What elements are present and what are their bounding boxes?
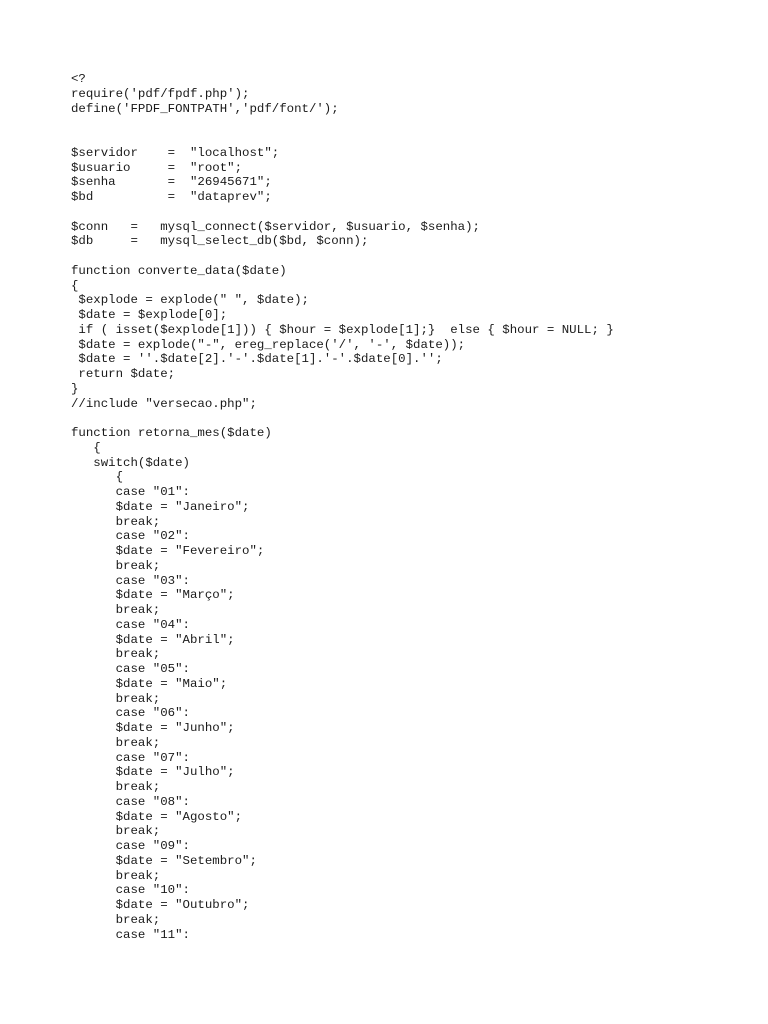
- code-line: break;: [71, 824, 161, 839]
- code-line: case "06":: [71, 706, 190, 721]
- code-line: {: [71, 440, 101, 455]
- code-line: define('FPDF_FONTPATH','pdf/font/');: [71, 101, 339, 116]
- code-line: $date = "Fevereiro";: [71, 544, 265, 558]
- code-line: $date = "Outubro";: [71, 898, 250, 912]
- code-line: $date = explode("-", ereg_replace('/', '-', $date));: [71, 337, 466, 352]
- code-line: case "07":: [71, 750, 190, 765]
- code-line: <?: [71, 72, 86, 86]
- code-line: [71, 116, 614, 131]
- code-line: $date = "Julho";: [71, 765, 235, 780]
- code-line: $date = "Janeiro";: [71, 499, 250, 514]
- code-line: $date = "Setembro";: [71, 853, 257, 868]
- code-line: case "05":: [71, 662, 190, 676]
- code-line: $senha = "26945671";: [71, 175, 272, 190]
- code-line: case "10":: [71, 883, 190, 898]
- code-line: case "09":: [71, 839, 190, 853]
- code-line: function converte_data($date): [71, 263, 287, 278]
- code-line: $bd = "dataprev";: [71, 190, 272, 204]
- code-line: $date = ''.$date[2].'-'.$date[1].'-'.$date[0].'';: [71, 352, 443, 367]
- code-line: $date = "Maio";: [71, 676, 228, 691]
- code-line: function retorna_mes($date): [71, 426, 272, 440]
- code-line: break;: [71, 868, 161, 883]
- code-line: $date = "Agosto";: [71, 809, 243, 824]
- code-line: break;: [71, 691, 161, 706]
- code-line: [71, 249, 614, 264]
- code-line: }: [71, 381, 79, 396]
- code-line: case "11":: [71, 927, 190, 942]
- code-line: require('pdf/fpdf.php');: [71, 86, 250, 101]
- code-line: switch($date): [71, 455, 190, 470]
- code-line: $date = "Março";: [71, 588, 235, 603]
- code-listing: [71, 72, 614, 942]
- code-line: break;: [71, 603, 161, 617]
- code-line: $conn = mysql_connect($servidor, $usuario, $senha);: [71, 219, 480, 234]
- code-line: {: [71, 278, 79, 293]
- code-line: $db = mysql_select_db($bd, $conn);: [71, 234, 369, 249]
- code-line: $explode = explode(" ", $date);: [71, 293, 309, 308]
- code-line: return $date;: [71, 367, 176, 381]
- code-line: $date = "Abril";: [71, 632, 235, 647]
- code-line: case "02":: [71, 529, 190, 544]
- code-line: case "08":: [71, 794, 190, 809]
- code-line: break;: [71, 735, 161, 750]
- code-line: case "01":: [71, 485, 190, 499]
- code-line: [71, 411, 614, 426]
- code-line: break;: [71, 912, 161, 927]
- code-line: case "04":: [71, 617, 190, 632]
- code-line: $usuario = "root";: [71, 160, 243, 175]
- code-line: [71, 205, 614, 220]
- code-line: [71, 131, 614, 146]
- code-line: $servidor = "localhost";: [71, 145, 280, 160]
- code-line: $date = $explode[0];: [71, 308, 228, 322]
- code-line: {: [71, 470, 124, 485]
- code-line: case "03":: [71, 573, 190, 588]
- code-line: break;: [71, 558, 161, 573]
- code-line: break;: [71, 514, 161, 529]
- code-line: break;: [71, 647, 161, 662]
- code-line: //include "versecao.php";: [71, 396, 257, 411]
- code-line: $date = "Junho";: [71, 721, 235, 735]
- code-line: if ( isset($explode[1])) { $hour = $explode[1];} else { $hour = NULL; }: [71, 322, 614, 337]
- code-line: break;: [71, 780, 161, 794]
